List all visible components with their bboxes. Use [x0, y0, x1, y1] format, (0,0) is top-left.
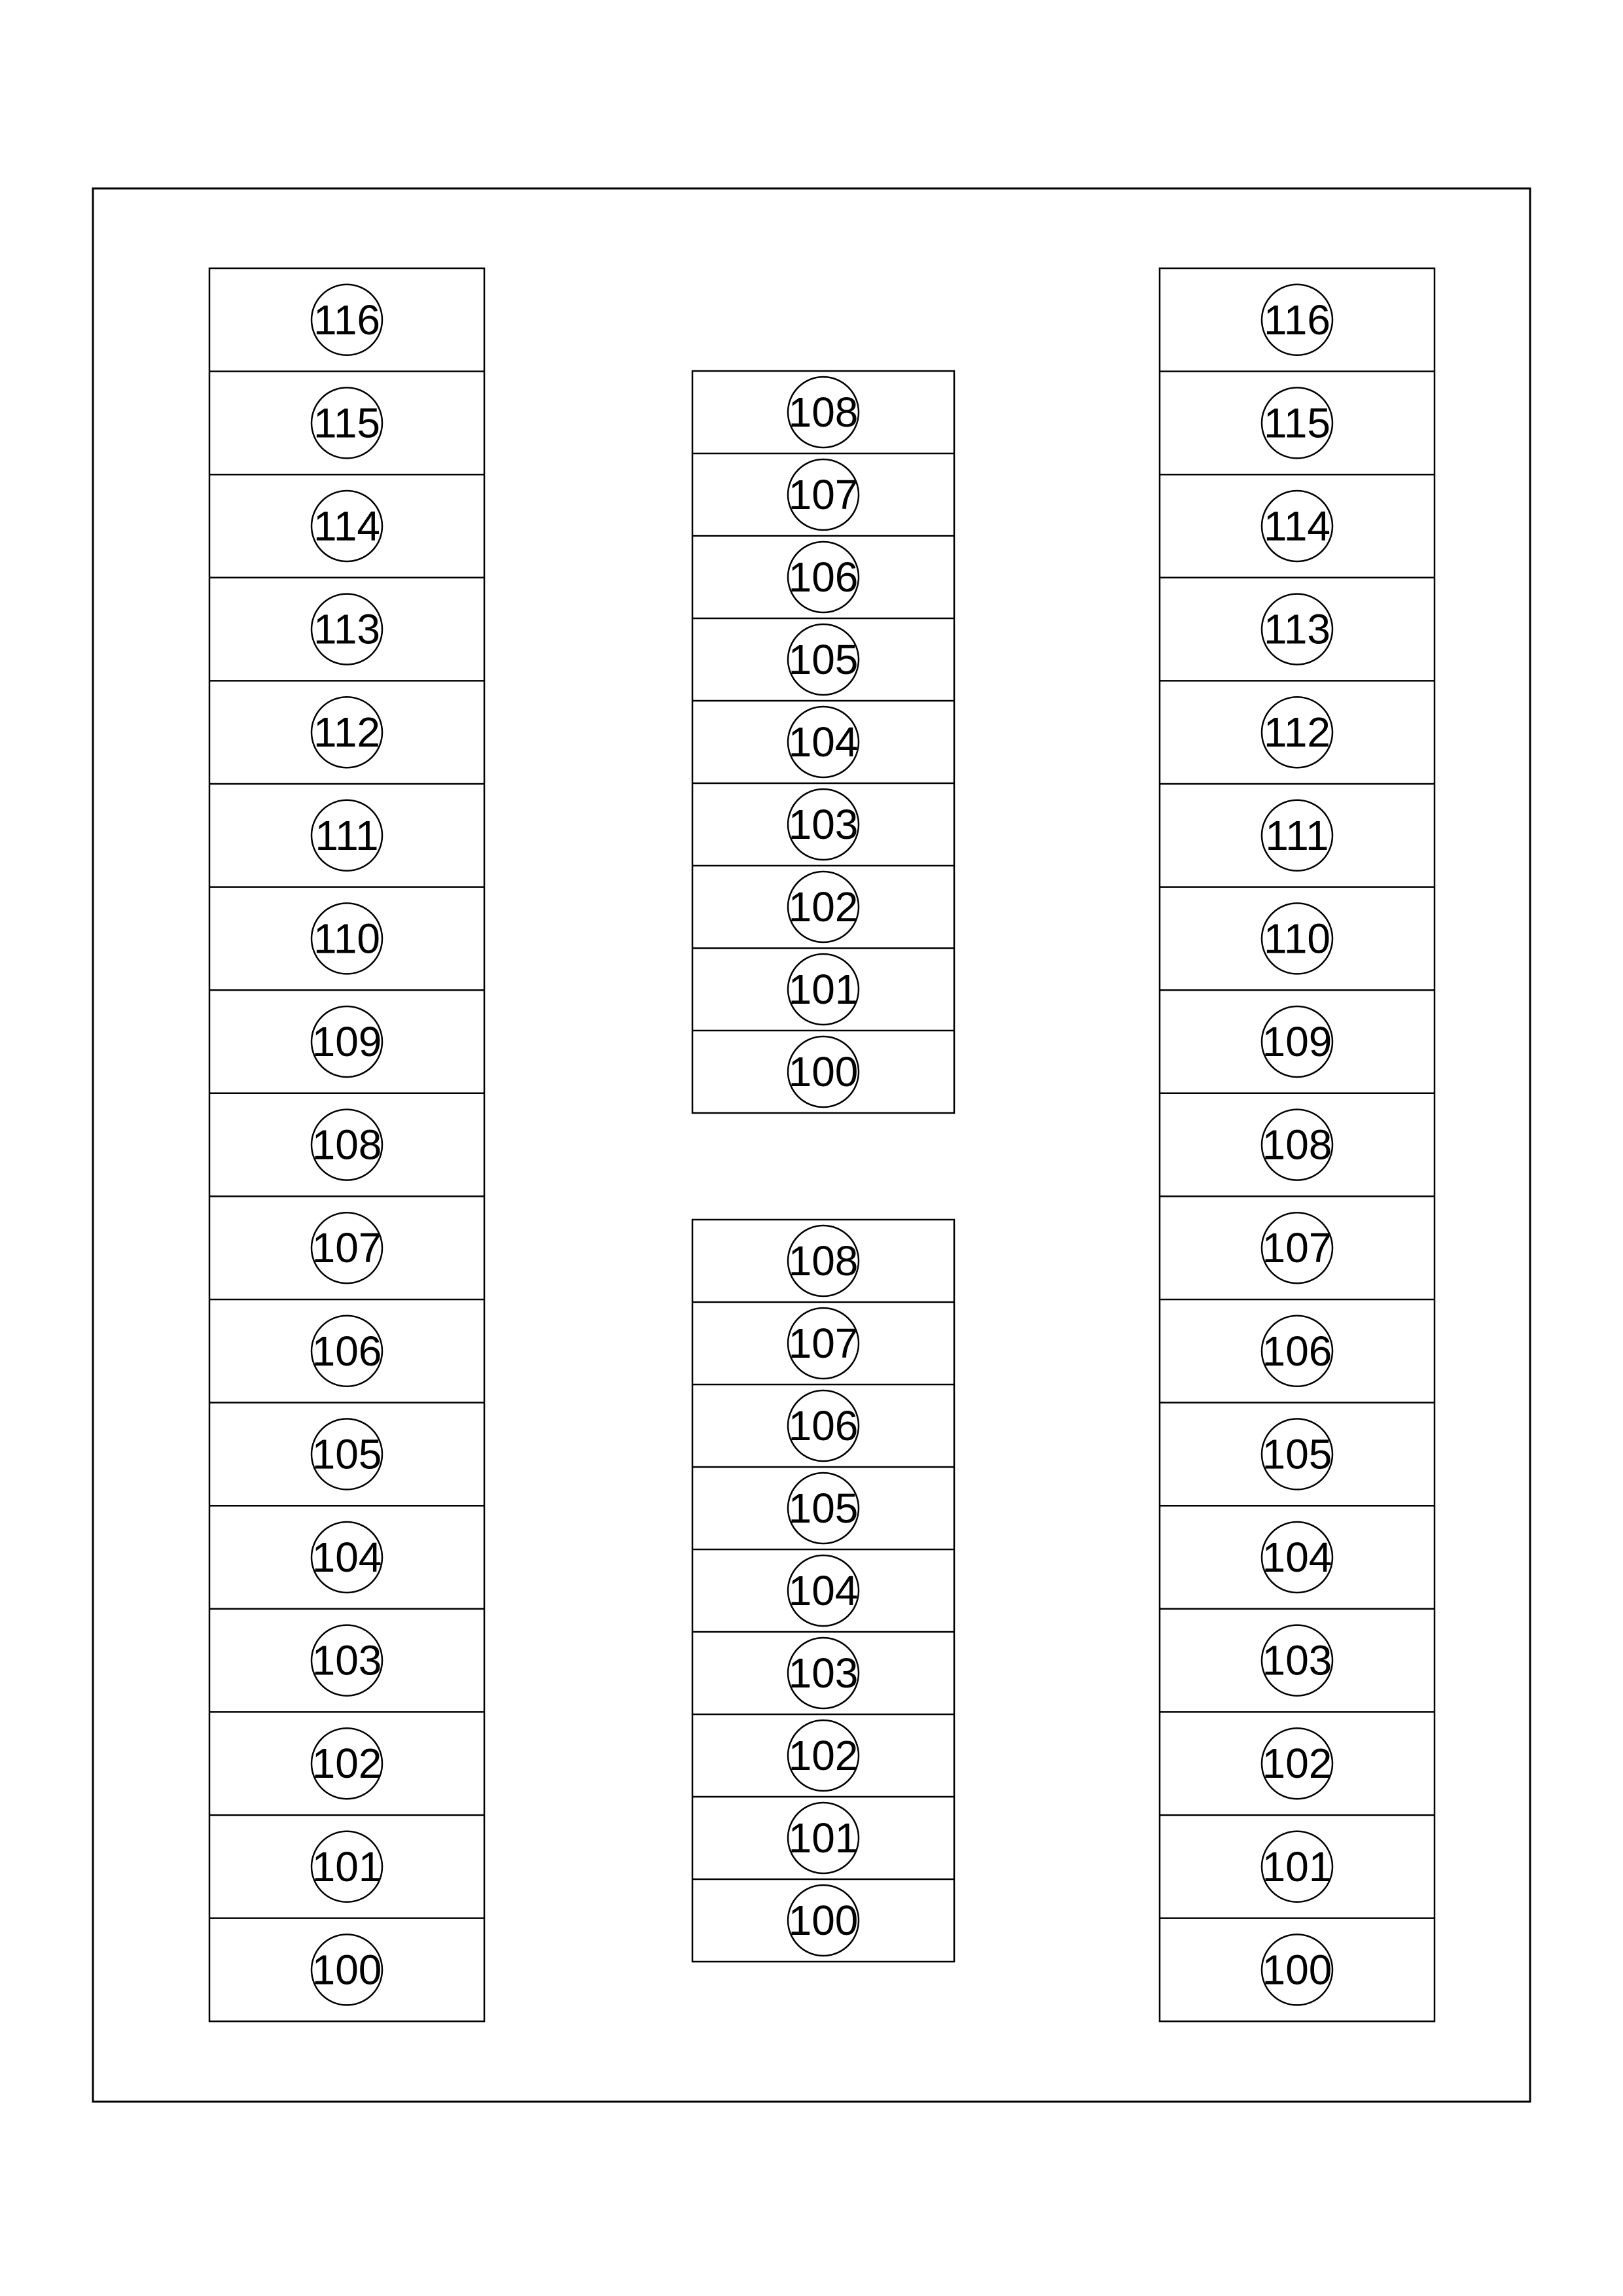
cell-number: 109	[1262, 1018, 1332, 1065]
cell-number: 110	[1263, 915, 1331, 963]
cell	[692, 618, 954, 695]
cell	[692, 866, 954, 942]
cell-number: 104	[312, 1534, 382, 1581]
cell	[209, 1506, 484, 1593]
cell-number: 104	[788, 1567, 859, 1614]
cell-number: 115	[1263, 399, 1331, 447]
cell-number: 101	[1262, 1843, 1332, 1890]
cell	[209, 680, 484, 768]
cell-number: 107	[788, 1320, 859, 1367]
cell	[1160, 1918, 1435, 2005]
cell-number: 111	[315, 811, 379, 859]
cell-number: 114	[313, 503, 381, 550]
cell	[1160, 372, 1435, 459]
cell	[692, 1302, 954, 1379]
cell-number: 109	[312, 1018, 382, 1065]
cell	[692, 1031, 954, 1107]
cell	[209, 1918, 484, 2005]
cell-number: 108	[788, 1237, 859, 1284]
cell	[1160, 1196, 1435, 1283]
cell	[209, 1815, 484, 1902]
cell	[692, 453, 954, 530]
cell	[312, 285, 382, 355]
column-left	[209, 268, 484, 2021]
cell-number: 104	[788, 718, 859, 766]
cell	[1160, 1506, 1435, 1593]
cell-number: 107	[1262, 1224, 1332, 1272]
cell-number: 103	[312, 1636, 382, 1684]
cell	[209, 578, 484, 665]
cell	[209, 990, 484, 1077]
cell	[692, 1714, 954, 1791]
cell-number: 108	[312, 1121, 382, 1169]
cell	[209, 1093, 484, 1180]
cell-number: 100	[312, 1946, 382, 1994]
cell	[692, 536, 954, 612]
cell	[209, 1299, 484, 1386]
cell-number: 101	[788, 1814, 859, 1862]
cell-number: 101	[312, 1843, 382, 1890]
cell-number: 106	[788, 1402, 859, 1449]
cell	[1160, 680, 1435, 768]
cell-number: 106	[788, 554, 859, 601]
cell	[1160, 784, 1435, 871]
cell	[692, 1879, 954, 1956]
cell	[692, 1467, 954, 1544]
cell	[1160, 474, 1435, 561]
cell	[1160, 990, 1435, 1077]
cell	[692, 1549, 954, 1626]
cell-number: 102	[312, 1740, 382, 1788]
cell	[692, 1385, 954, 1461]
cell	[209, 1712, 484, 1799]
cell-number: 113	[1263, 605, 1331, 653]
cell-number: 108	[788, 389, 859, 436]
cell-number: 108	[1262, 1121, 1332, 1169]
cell	[1160, 1403, 1435, 1490]
cell-number: 106	[312, 1327, 382, 1375]
cell-number: 100	[1262, 1946, 1332, 1994]
cell-number: 115	[313, 399, 381, 447]
column-middle-bottom	[692, 1220, 954, 1962]
cell	[692, 1797, 954, 1873]
cell-number: 102	[1262, 1740, 1332, 1788]
cell-number: 105	[1262, 1430, 1332, 1478]
column-right	[1160, 268, 1435, 2021]
cell-number: 116	[313, 296, 381, 344]
cell	[209, 1403, 484, 1490]
cell-number: 106	[1262, 1327, 1332, 1375]
cell-number: 112	[313, 709, 381, 756]
cell	[209, 887, 484, 974]
cell	[1160, 1712, 1435, 1799]
columns-group	[209, 268, 1435, 2021]
cell	[692, 1632, 954, 1708]
cell	[1262, 285, 1332, 355]
cell	[209, 372, 484, 459]
cell-number: 103	[788, 801, 859, 848]
cell-number: 102	[788, 883, 859, 930]
cell-number: 100	[788, 1048, 859, 1095]
cell-number: 107	[312, 1224, 382, 1272]
cell	[209, 784, 484, 871]
cell-number: 103	[788, 1650, 859, 1697]
cell-number: 105	[312, 1430, 382, 1478]
cell	[1160, 1815, 1435, 1902]
cell	[1160, 578, 1435, 665]
cell-number: 112	[1263, 709, 1331, 756]
cell-number: 116	[1263, 296, 1331, 344]
cell-number: 103	[1262, 1636, 1332, 1684]
cell-number: 105	[788, 1485, 859, 1532]
cell-number: 107	[788, 471, 859, 518]
cell-number: 102	[788, 1732, 859, 1779]
cell-number: 113	[313, 605, 381, 653]
cell-number: 100	[788, 1897, 859, 1944]
cell	[209, 1609, 484, 1696]
cell	[1160, 1299, 1435, 1386]
cell	[788, 377, 859, 448]
cell	[692, 701, 954, 777]
cell	[1160, 1609, 1435, 1696]
cell-number: 110	[313, 915, 381, 963]
column-middle-top	[692, 371, 954, 1113]
cell	[692, 948, 954, 1025]
cell	[209, 1196, 484, 1283]
cell-number: 101	[788, 966, 859, 1013]
cell	[1160, 1093, 1435, 1180]
cell-number: 114	[1263, 503, 1331, 550]
cell-number: 104	[1262, 1534, 1332, 1581]
cell-number: 105	[788, 636, 859, 683]
cell	[1160, 887, 1435, 974]
cell	[209, 474, 484, 561]
cell	[788, 1226, 859, 1296]
cell	[692, 783, 954, 860]
cell-number: 111	[1265, 811, 1329, 859]
